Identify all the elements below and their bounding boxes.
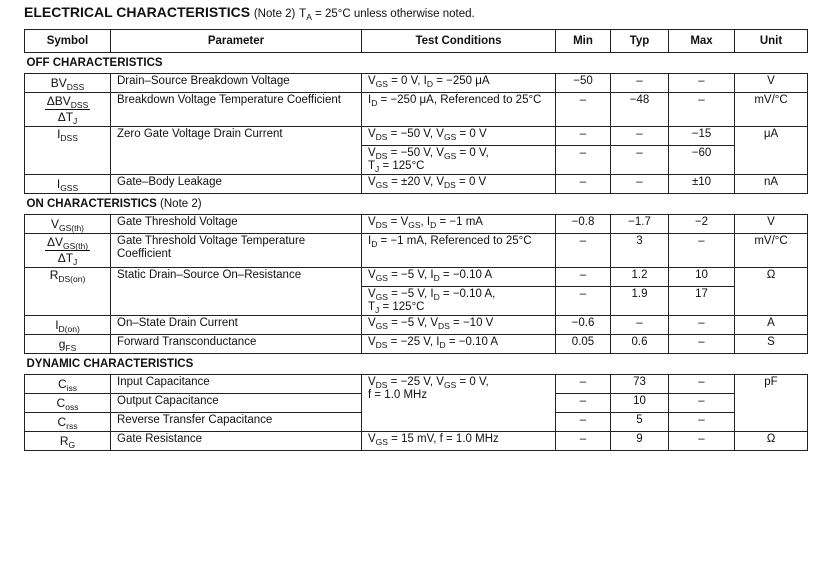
unit-cell: nA [735,175,808,194]
min-cell: −0.6 [556,316,611,335]
test-cell: $V_{DS} = -25$ V, $I_D = -0.10$ A [362,335,556,354]
min-cell: – [556,234,611,268]
typ-cell: 5 [611,413,669,432]
symbol-cell: $R_G$ [25,432,111,451]
test-cell: $V_{GS} = -5$ V, $V_{DS} = -10$ V [362,316,556,335]
test-cell: $V_{DS} = -25$ V, $V_{GS} = 0$ V, f = 1.0 MHz [362,375,556,432]
min-cell: – [556,287,611,316]
unit-cell: pF [735,375,808,432]
min-cell: – [556,93,611,127]
typ-cell: – [611,74,669,93]
symbol-cell: $\frac{\Delta BV_{DSS}}{\Delta T_J}$ [25,93,111,127]
min-cell: – [556,432,611,451]
unit-cell: V [735,74,808,93]
table-row [25,375,808,394]
max-cell: – [669,413,735,432]
max-cell: – [669,335,735,354]
table-row [25,175,808,194]
typ-cell: −48 [611,93,669,127]
header-row [25,30,808,53]
parameter-cell: Drain–Source Breakdown Voltage [111,74,362,93]
typ-cell: 9 [611,432,669,451]
symbol-cell: $I_{GSS}$ [25,175,111,194]
test-cell: $V_{DS} = -50$ V, $V_{GS} = 0$ V [362,127,556,146]
unit-cell: Ω [735,268,808,316]
typ-cell: 3 [611,234,669,268]
symbol-cell: $I_{DSS}$ [25,127,111,175]
min-cell: – [556,146,611,175]
table-row [25,234,808,268]
test-cell: $V_{GS} = -5$ V, $I_D = -0.10$ A, $T_J = 125^\circ C$ [362,287,556,316]
table-row [25,74,808,93]
typ-cell: 0.6 [611,335,669,354]
max-cell: −15 [669,127,735,146]
min-cell: 0.05 [556,335,611,354]
min-cell: – [556,127,611,146]
section-dynamic: DYNAMIC CHARACTERISTICS [25,354,808,375]
unit-cell: mV/°C [735,93,808,127]
parameter-cell: Input Capacitance [111,375,362,394]
test-cell: $V_{DS} = -50$ V, $V_{GS} = 0$ V, $T_J = 125^\circ C$ [362,146,556,175]
table-row [25,268,808,287]
max-cell: −2 [669,215,735,234]
header-max: Max [669,30,735,53]
typ-cell: 1.2 [611,268,669,287]
max-cell: – [669,93,735,127]
parameter-cell: Gate Threshold Voltage Temperature Coefficient [111,234,362,268]
parameter-cell: Breakdown Voltage Temperature Coefficient [111,93,362,127]
max-cell: – [669,394,735,413]
min-cell: −50 [556,74,611,93]
test-cell: $V_{GS} = 15$ mV, f = 1.0 MHz [362,432,556,451]
section-off: OFF CHARACTERISTICS [25,53,808,74]
test-cell: $I_D = -250$ μA, Referenced to 25°C [362,93,556,127]
parameter-cell: Static Drain–Source On–Resistance [111,268,362,316]
test-cell: $V_{GS} = \pm 20$ V, $V_{DS} = 0$ V [362,175,556,194]
max-cell: −60 [669,146,735,175]
symbol-cell: $R_{DS(on)}$ [25,268,111,316]
max-cell: – [669,375,735,394]
header-typ: Typ [611,30,669,53]
test-cell: $V_{DS} = V_{GS}$, $I_D = -1$ mA [362,215,556,234]
symbol-cell: $C_{rss}$ [25,413,111,432]
parameter-cell: Zero Gate Voltage Drain Current [111,127,362,175]
symbol-cell: $C_{oss}$ [25,394,111,413]
symbol-cell: $BV_{DSS}$ [25,74,111,93]
min-cell: – [556,375,611,394]
parameter-cell: On–State Drain Current [111,316,362,335]
unit-cell: μA [735,127,808,175]
unit-cell: S [735,335,808,354]
max-cell: ±10 [669,175,735,194]
table-title: ELECTRICAL CHARACTERISTICS (Note 2) $T_A = 25^\circ C$ unless otherwise noted. [24,4,475,22]
table-row [25,432,808,451]
parameter-cell: Reverse Transfer Capacitance [111,413,362,432]
min-cell: – [556,394,611,413]
test-cell: $V_{GS} = 0$ V, $I_D = -250$ μA [362,74,556,93]
max-cell: – [669,234,735,268]
typ-cell: −1.7 [611,215,669,234]
header-min: Min [556,30,611,53]
test-cell: $I_D = -1$ mA, Referenced to 25°C [362,234,556,268]
table-row [25,316,808,335]
min-cell: – [556,175,611,194]
section-on: ON CHARACTERISTICS (Note 2) [25,194,808,215]
symbol-cell: $g_{FS}$ [25,335,111,354]
min-cell: −0.8 [556,215,611,234]
max-cell: – [669,432,735,451]
typ-cell: – [611,146,669,175]
max-cell: 17 [669,287,735,316]
max-cell: – [669,316,735,335]
min-cell: – [556,413,611,432]
table-row [25,215,808,234]
typ-cell: – [611,175,669,194]
parameter-cell: Forward Transconductance [111,335,362,354]
min-cell: – [556,268,611,287]
typ-cell: – [611,316,669,335]
parameter-cell: Gate Resistance [111,432,362,451]
header-unit: Unit [735,30,808,53]
parameter-cell: Output Capacitance [111,394,362,413]
table-row [25,93,808,127]
typ-cell: – [611,127,669,146]
typ-cell: 10 [611,394,669,413]
unit-cell: mV/°C [735,234,808,268]
typ-cell: 1.9 [611,287,669,316]
electrical-characteristics-table [24,29,808,451]
header-symbol: Symbol [25,30,111,53]
parameter-cell: Gate–Body Leakage [111,175,362,194]
parameter-cell: Gate Threshold Voltage [111,215,362,234]
table-row [25,127,808,146]
unit-cell: Ω [735,432,808,451]
symbol-cell: $C_{iss}$ [25,375,111,394]
symbol-cell: $\frac{\Delta V_{GS(th)}}{\Delta T_J}$ [25,234,111,268]
symbol-cell: $V_{GS(th)}$ [25,215,111,234]
max-cell: 10 [669,268,735,287]
table-row [25,335,808,354]
symbol-cell: $I_{D(on)}$ [25,316,111,335]
header-parameter: Parameter [111,30,362,53]
header-test-conditions: Test Conditions [362,30,556,53]
test-cell: $V_{GS} = -5$ V, $I_D = -0.10$ A [362,268,556,287]
max-cell: – [669,74,735,93]
unit-cell: A [735,316,808,335]
unit-cell: V [735,215,808,234]
typ-cell: 73 [611,375,669,394]
